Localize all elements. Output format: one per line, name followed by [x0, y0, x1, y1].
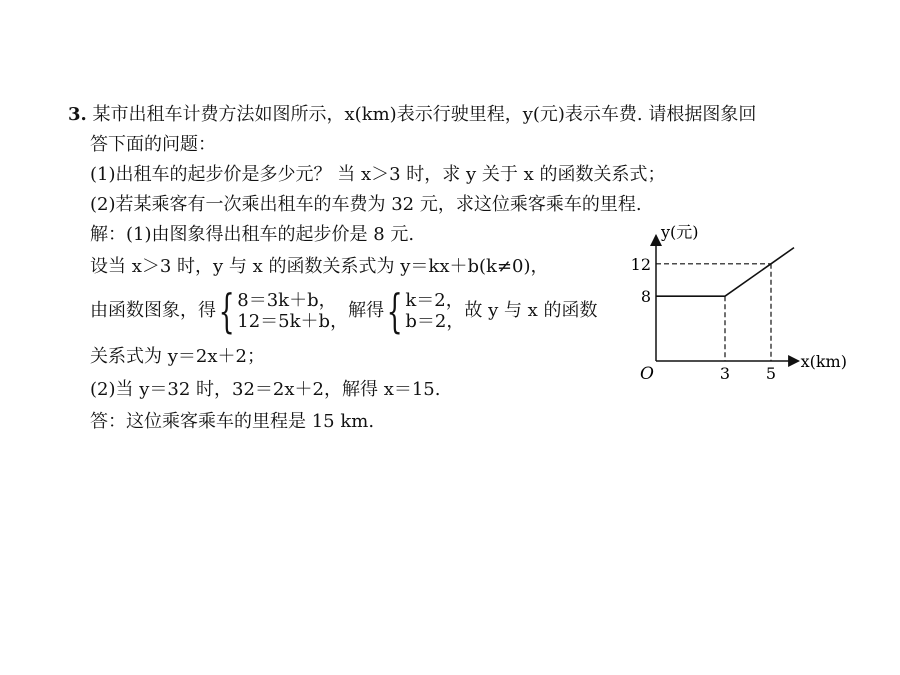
origin-label: O [640, 364, 654, 380]
solution-line-5: (2)当 y＝32 时，32＝2x＋2，解得 x＝15. [90, 379, 441, 400]
problem-text-1: 某市出租车计费方法如图所示，x(km)表示行驶里程，y(元)表示车费. 请根据图象回 [92, 104, 757, 125]
equation-system-2 [405, 290, 464, 332]
problem-number: 3. [68, 104, 87, 125]
solution-line-3-suffix: 故 y 与 x 的函数 [464, 300, 598, 321]
x-tick-label: 3 [719, 364, 731, 380]
solution-line-3 [90, 284, 598, 338]
solution-line-4: 关系式为 y＝2x＋2； [90, 346, 265, 367]
question-1: (1)出租车的起步价是多少元？ 当 x＞3 时，求 y 关于 x 的函数关系式； [90, 164, 666, 185]
question-2: (2)若某乘客有一次乘出租车的车费为 32 元，求这位乘客乘车的里程. [90, 194, 642, 215]
x-axis-label: x(km) [800, 352, 847, 371]
problem-line-1 [68, 103, 756, 127]
fare-graph [630, 220, 870, 380]
solution-line-3-prefix: 由函数图象，得 [90, 300, 216, 321]
solution-line-1: 解：(1)由图象得出租车的起步价是 8 元. [90, 224, 415, 245]
solution-line-2: 设当 x＞3 时，y 与 x 的函数关系式为 y＝kx＋b(k≠0)， [90, 256, 549, 277]
x-tick-label: 5 [765, 364, 777, 380]
fare-line [656, 248, 794, 297]
y-tick-label: 12 [630, 254, 651, 274]
y-tick-label: 8 [640, 287, 651, 307]
left-brace-2: { [386, 284, 403, 338]
equation-2a: k＝2， [405, 290, 464, 311]
y-axis-label: y(元) [661, 222, 699, 242]
equation-system-1 [237, 290, 348, 332]
problem-line-2: 答下面的问题： [90, 134, 216, 155]
solution-line-6: 答：这位乘客乘车的里程是 15 km. [90, 411, 375, 432]
solution-line-3-mid: 解得 [348, 300, 385, 321]
equation-2b: b＝2， [405, 311, 465, 332]
equation-1a: 8＝3k＋b， [237, 290, 337, 311]
equation-1b: 12＝5k＋b， [237, 311, 349, 332]
left-brace-1: { [218, 284, 235, 338]
